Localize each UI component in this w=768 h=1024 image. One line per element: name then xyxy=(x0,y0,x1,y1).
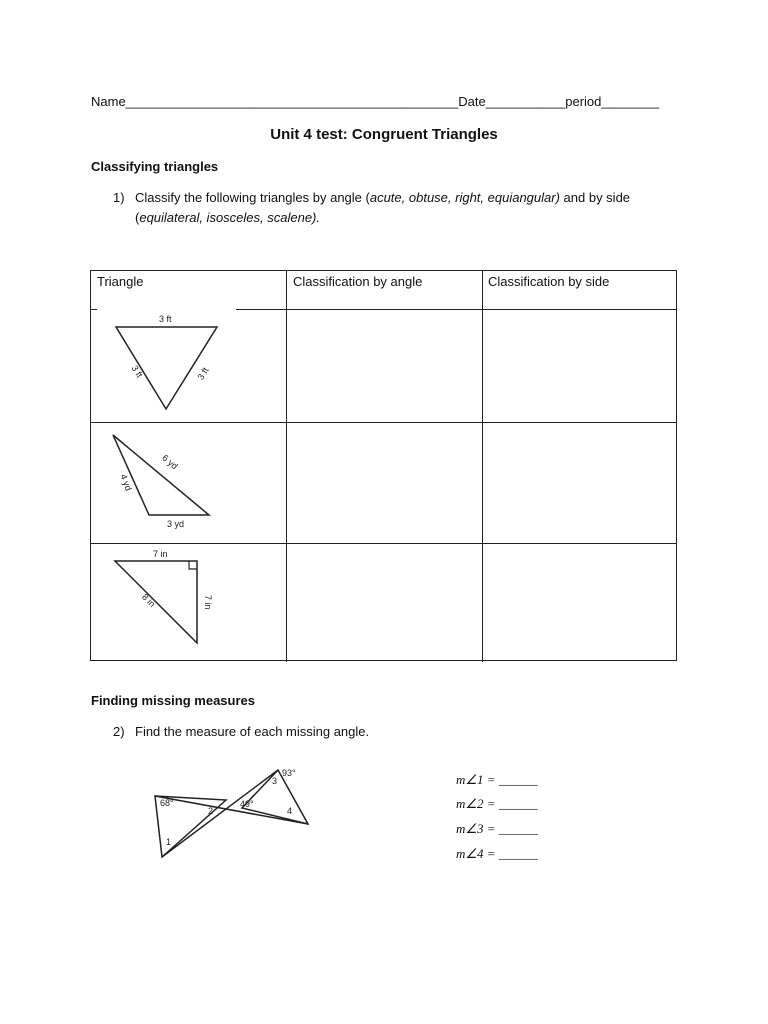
table-column-divider xyxy=(482,271,483,662)
triangle-figure-1 xyxy=(111,311,251,419)
table-header-side: Classification by side xyxy=(488,274,610,289)
table-row-divider xyxy=(91,543,677,544)
section-heading-classifying: Classifying triangles xyxy=(91,159,219,174)
side-label: 3 yd xyxy=(167,519,185,529)
transversal-line xyxy=(155,796,308,824)
table-column-divider xyxy=(286,271,287,662)
angle-label-68: 68° xyxy=(160,798,174,808)
side-label: 3 ft xyxy=(159,314,172,324)
triangle-figure-2 xyxy=(105,427,245,539)
table-row-divider xyxy=(91,422,677,423)
angle-number-1: 1 xyxy=(166,837,172,847)
header-name-date-period: Name______________________________________________Date___________period________ xyxy=(91,94,660,109)
q1-angle-types: acute, obtuse, right, equiangular) xyxy=(369,190,560,205)
angle-number-2: 2 xyxy=(208,806,214,816)
question-1-number: 1) xyxy=(113,190,125,205)
question-1-text xyxy=(135,188,665,228)
q1-side-types: equilateral, isosceles, scalene). xyxy=(139,210,320,225)
answer-angle-1[interactable]: m∠1 = ______ xyxy=(456,772,538,787)
question-2-text: Find the measure of each missing angle. xyxy=(135,724,370,739)
page-title: Unit 4 test: Congruent Triangles xyxy=(270,126,498,143)
angle-label-49: 49° xyxy=(240,799,254,809)
transversal-line xyxy=(162,770,278,857)
answer-angle-3[interactable]: m∠3 = ______ xyxy=(456,821,538,836)
table-header-divider xyxy=(236,309,677,310)
table-header-triangle: Triangle xyxy=(97,274,144,289)
angle-label-93: 93° xyxy=(282,768,296,778)
side-label: 4 yd xyxy=(118,472,134,493)
side-label: 7 in xyxy=(153,549,168,559)
triangle-figure-3 xyxy=(109,547,249,659)
side-label: 6 yd xyxy=(160,452,180,472)
side-label: 7 in xyxy=(203,595,213,610)
question-1 xyxy=(113,188,631,225)
classification-table xyxy=(90,270,677,661)
right-angle-mark xyxy=(189,561,197,569)
section-heading-missing-measures: Finding missing measures xyxy=(91,693,255,708)
side-label: 8 in xyxy=(139,591,158,610)
table-header-divider-stub xyxy=(91,309,97,310)
question-2 xyxy=(113,722,370,742)
table-header-angle: Classification by angle xyxy=(293,274,423,289)
answer-angle-4[interactable]: m∠4 = ______ xyxy=(456,846,538,861)
angle-number-3: 3 xyxy=(272,776,278,786)
q1-text-part: and by side xyxy=(559,190,631,205)
answer-angle-2[interactable]: m∠2 = ______ xyxy=(456,796,538,811)
side-label: 3 ft xyxy=(195,365,211,382)
q1-text-part: Classify the following triangles by angle ( xyxy=(135,190,370,205)
angle-number-4: 4 xyxy=(287,806,293,816)
side-label: 3 ft xyxy=(129,363,145,380)
q1-text-part: ( xyxy=(135,210,140,225)
angle-figure xyxy=(150,760,320,864)
question-2-number: 2) xyxy=(113,724,125,739)
